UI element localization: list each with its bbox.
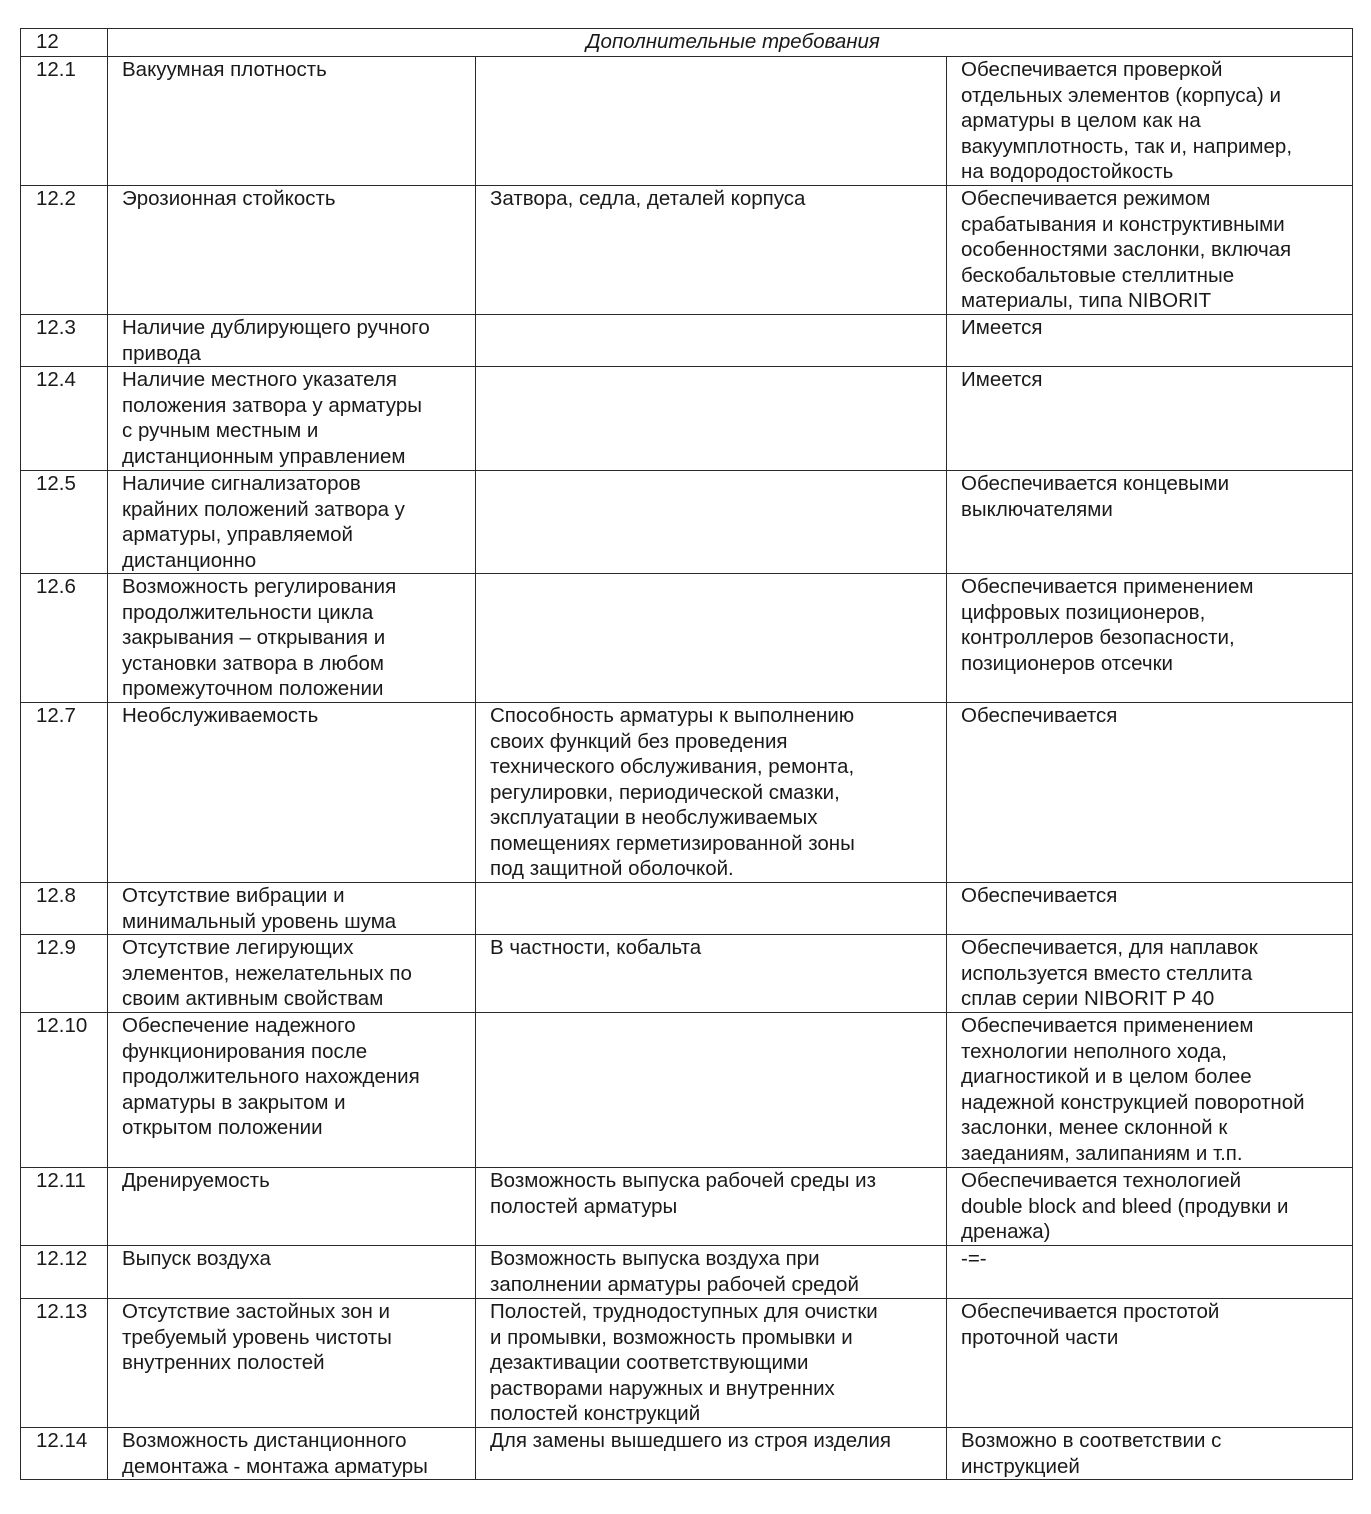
requirement-status: Обеспечивается технологией double block and bleed (продувки и дренажа): [947, 1168, 1353, 1246]
requirement-name: Обеспечение надежного функционирования после продолжительного нахождения арматуры в закрытом и открытом положении: [108, 1013, 476, 1168]
table-row: [21, 1168, 1353, 1246]
requirement-name: Наличие дублирующего ручного привода: [108, 315, 476, 367]
row-number: 12.3: [21, 315, 108, 367]
table-row: [21, 1013, 1353, 1168]
table-row: [21, 57, 1353, 186]
row-number: 12.1: [21, 57, 108, 186]
requirement-status: Обеспечивается: [947, 883, 1353, 935]
requirement-name: Эрозионная стойкость: [108, 186, 476, 315]
table-row: [21, 315, 1353, 367]
table-row: [21, 186, 1353, 315]
section-header-row: [21, 29, 1353, 57]
section-title: Дополнительные требования: [108, 29, 1353, 57]
requirement-name: Вакуумная плотность: [108, 57, 476, 186]
requirement-status: Обеспечивается применением технологии неполного хода, диагностикой и в целом более надежной конструкцией поворотной заслонки, менее склонной к заеданиям, залипаниям и т.п.: [947, 1013, 1353, 1168]
row-number: 12.10: [21, 1013, 108, 1168]
row-number: 12.9: [21, 935, 108, 1013]
table-row: [21, 471, 1353, 574]
table-row: [21, 1428, 1353, 1480]
requirement-detail: [476, 471, 947, 574]
table-row: [21, 703, 1353, 883]
requirement-status: Обеспечивается, для наплавок используется вместо стеллита сплав серии NIBORIT P 40: [947, 935, 1353, 1013]
requirement-name: Дренируемость: [108, 1168, 476, 1246]
requirement-detail: [476, 367, 947, 471]
requirement-detail: [476, 883, 947, 935]
requirement-detail: [476, 1013, 947, 1168]
row-number: 12.8: [21, 883, 108, 935]
requirement-detail: [476, 315, 947, 367]
table-row: [21, 935, 1353, 1013]
requirement-name: Наличие местного указателя положения затвора у арматуры с ручным местным и дистанционным управлением: [108, 367, 476, 471]
requirement-name: Возможность дистанционного демонтажа - монтажа арматуры: [108, 1428, 476, 1480]
requirement-name: Возможность регулирования продолжительности цикла закрывания – открывания и установки затвора в любом промежуточном положении: [108, 574, 476, 703]
row-number: 12.2: [21, 186, 108, 315]
requirement-status: Обеспечивается концевыми выключателями: [947, 471, 1353, 574]
requirement-status: Имеется: [947, 367, 1353, 471]
table-row: [21, 574, 1353, 703]
requirement-detail: В частности, кобальта: [476, 935, 947, 1013]
requirements-table: [20, 28, 1353, 1480]
requirement-detail: [476, 574, 947, 703]
row-number: 12.6: [21, 574, 108, 703]
requirement-status: -=-: [947, 1246, 1353, 1299]
requirement-detail: Полостей, труднодоступных для очистки и промывки, возможность промывки и дезактивации соответствующими растворами наружных и внутренних полостей конструкций: [476, 1299, 947, 1428]
requirement-status: Имеется: [947, 315, 1353, 367]
row-number: 12.5: [21, 471, 108, 574]
requirement-status: Обеспечивается простотой проточной части: [947, 1299, 1353, 1428]
requirement-status: Обеспечивается режимом срабатывания и конструктивными особенностями заслонки, включая бескобальтовые стеллитные материалы, типа NIBORIT: [947, 186, 1353, 315]
requirement-name: Выпуск воздуха: [108, 1246, 476, 1299]
table-row: [21, 1246, 1353, 1299]
table-row: [21, 1299, 1353, 1428]
row-number: 12.13: [21, 1299, 108, 1428]
requirement-detail: Для замены вышедшего из строя изделия: [476, 1428, 947, 1480]
requirement-status: Возможно в соответствии с инструкцией: [947, 1428, 1353, 1480]
row-number: 12.7: [21, 703, 108, 883]
requirement-name: Отсутствие застойных зон и требуемый уровень чистоты внутренних полостей: [108, 1299, 476, 1428]
row-number: 12.4: [21, 367, 108, 471]
requirement-detail: Возможность выпуска воздуха при заполнении арматуры рабочей средой: [476, 1246, 947, 1299]
section-number: 12: [21, 29, 108, 57]
row-number: 12.11: [21, 1168, 108, 1246]
row-number: 12.14: [21, 1428, 108, 1480]
requirement-detail: Способность арматуры к выполнению своих функций без проведения технического обслуживания, ремонта, регулировки, периодической смазки, эксплуатации в необслуживаемых помещениях герметизированной зоны под защитной оболочкой.: [476, 703, 947, 883]
requirements-table-body: [21, 29, 1353, 1480]
requirement-name: Отсутствие легирующих элементов, нежелательных по своим активным свойствам: [108, 935, 476, 1013]
requirement-detail: Затвора, седла, деталей корпуса: [476, 186, 947, 315]
requirement-status: Обеспечивается: [947, 703, 1353, 883]
requirement-name: Отсутствие вибрации и минимальный уровень шума: [108, 883, 476, 935]
requirement-detail: [476, 57, 947, 186]
table-row: [21, 367, 1353, 471]
requirement-name: Наличие сигнализаторов крайних положений затвора у арматуры, управляемой дистанционно: [108, 471, 476, 574]
requirement-name: Необслуживаемость: [108, 703, 476, 883]
table-row: [21, 883, 1353, 935]
row-number: 12.12: [21, 1246, 108, 1299]
requirement-status: Обеспечивается применением цифровых позиционеров, контроллеров безопасности, позиционеров отсечки: [947, 574, 1353, 703]
requirement-status: Обеспечивается проверкой отдельных элементов (корпуса) и арматуры в целом как на вакуумплотность, так и, например, на водородостойкость: [947, 57, 1353, 186]
requirement-detail: Возможность выпуска рабочей среды из полостей арматуры: [476, 1168, 947, 1246]
